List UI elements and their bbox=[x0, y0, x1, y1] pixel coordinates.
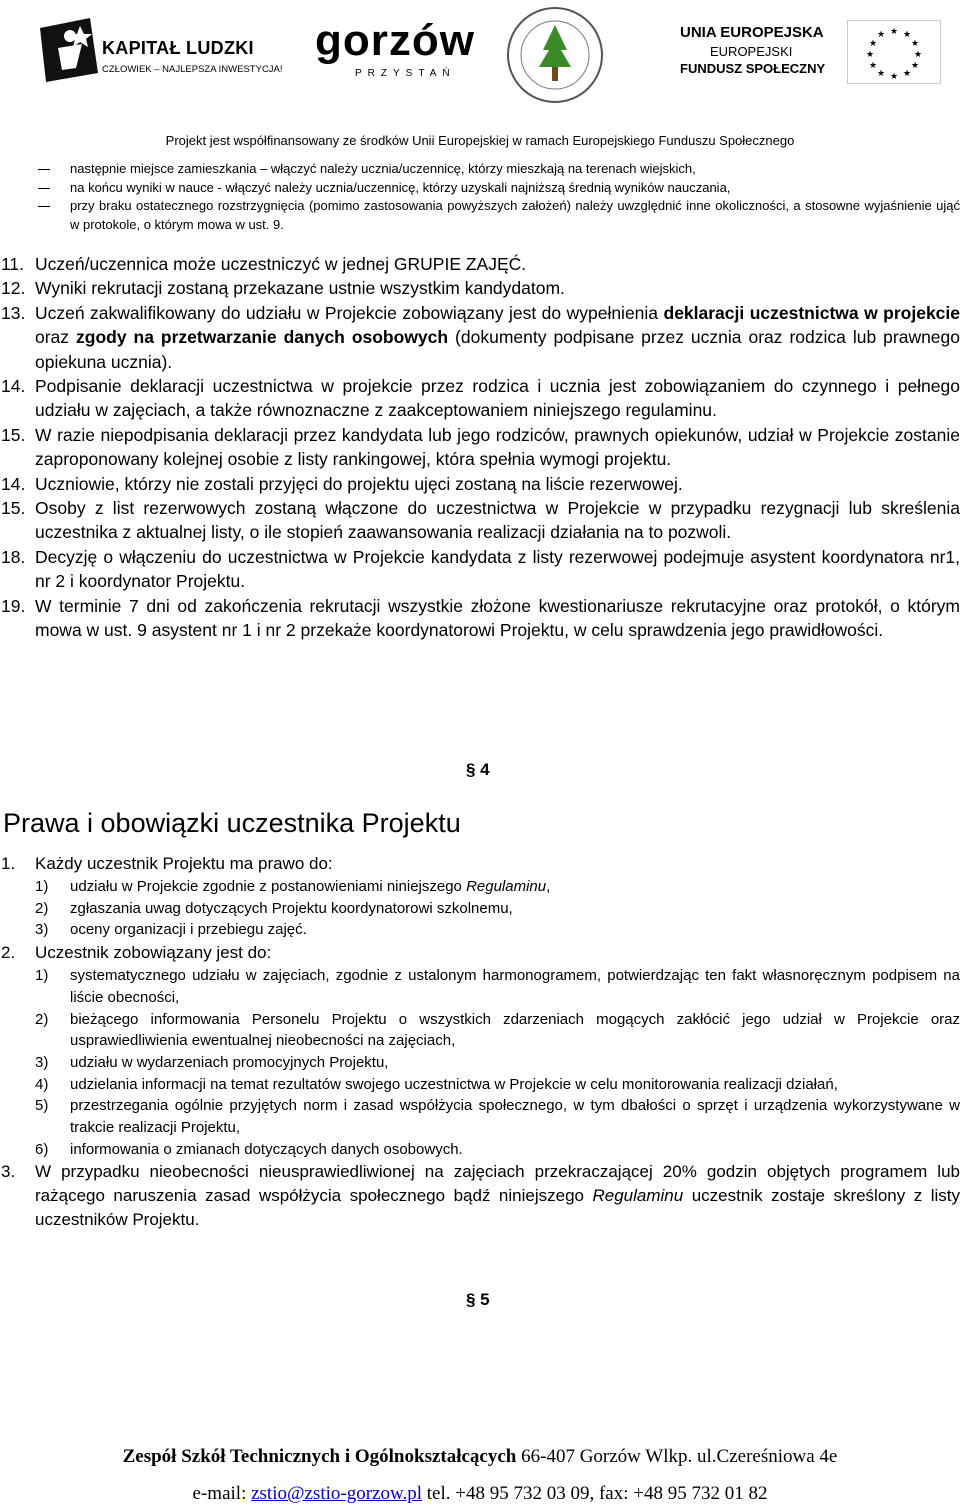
svg-text:★: ★ bbox=[869, 61, 878, 71]
eu-line2: EUROPEJSKI bbox=[710, 44, 793, 59]
rights-obligations bbox=[0, 852, 960, 1232]
svg-text:★: ★ bbox=[914, 50, 923, 60]
svg-text:★: ★ bbox=[903, 30, 912, 40]
list-item bbox=[0, 898, 960, 920]
subitem-text: przestrzegania ogólnie przyjętych norm i zasad współżycia społecznego, w tym dbałości o sprzęt i urządzenia wykorzystywane w trakcie realizacji Projektu, bbox=[70, 1097, 960, 1137]
item-text: (dokumenty podpisane przez ucznia oraz rodzica lub prawnego opiekuna ucznia). bbox=[35, 327, 960, 372]
footer-school-name: Zespół Szkół Technicznych i Ogólnokształcących bbox=[122, 1446, 517, 1467]
footer-email-label: e-mail: bbox=[192, 1483, 252, 1504]
list-item bbox=[0, 301, 960, 374]
gorzow-title: gorzów bbox=[315, 16, 475, 65]
item-text: Uczeń/uczennica może uczestniczyć w jednej GRUPIE ZAJĘĆ. bbox=[35, 254, 527, 274]
rights-sublist bbox=[0, 876, 960, 941]
list-item bbox=[0, 1052, 960, 1074]
footer-phone: tel. +48 95 732 03 09, fax: +48 95 732 01 82 bbox=[421, 1483, 768, 1504]
item-text: Uczniowie, którzy nie zostali przyjęci do projektu ujęci zostaną na liście rezerwowej. bbox=[35, 473, 683, 494]
item-number: 18. bbox=[1, 546, 26, 567]
list-item bbox=[0, 252, 960, 276]
subitem-text: udziału w wydarzeniach promocyjnych Projektu, bbox=[70, 1053, 389, 1071]
point-text: Każdy uczestnik Projektu ma prawo do: bbox=[35, 854, 333, 873]
eu-logo bbox=[680, 20, 950, 90]
criteria-dash-list bbox=[0, 160, 960, 197]
kapital-ludzki-subtitle: CZŁOWIEK – NAJLEPSZA INWESTYCJA! bbox=[102, 64, 283, 75]
svg-text:★: ★ bbox=[911, 39, 920, 49]
item-number: 12. bbox=[1, 278, 26, 299]
item-text: Uczeń zakwalifikowany do udziału w Projekcie zobowiązany jest do wypełnienia bbox=[35, 302, 664, 323]
subitem-number: 3) bbox=[35, 921, 49, 939]
item-text: Osoby z list rezerwowych zostaną włączone do uczestnictwa w Projekcie w przypadku rezygnacji lub skreślenia uczestnika z aktualnej listy, o ile stopień zaawansowania realizacji działania na to pozwoli. bbox=[35, 498, 960, 543]
school-seal-icon bbox=[505, 5, 605, 105]
subitem-number: 3) bbox=[35, 1053, 49, 1071]
item-number: 11. bbox=[1, 254, 25, 274]
footer-address-text: 66-407 Gorzów Wlkp. ul.Czereśniowa 4e bbox=[516, 1446, 838, 1467]
subitem-text: systematycznego udziału w zajęciach, zgodnie z ustalonym harmonogramem, potwierdzając ten fakt własnoręcznym podpisem na liście obecności, bbox=[70, 967, 960, 1006]
subitem-text: udziału w Projekcie zgodnie z postanowieniami niniejszego bbox=[70, 878, 467, 895]
item-number: 14. bbox=[1, 473, 26, 494]
subitem-number: 4) bbox=[35, 1075, 49, 1093]
item-text: oraz bbox=[35, 327, 77, 348]
dash-item-3-text: przy braku ostatecznego rozstrzygnięcia (pomimo zastosowania powyższych założeń) należy uwzględnić inne okoliczności, a stosowne wyjaśnienie ująć w protokole, o którym mowa w ust. 9. bbox=[70, 198, 960, 232]
list-item bbox=[0, 276, 960, 300]
svg-text:★: ★ bbox=[869, 39, 878, 49]
eu-line3: FUNDUSZ SPOŁECZNY bbox=[680, 61, 826, 76]
list-item bbox=[0, 472, 960, 496]
item-number: 13. bbox=[1, 302, 26, 323]
subitem-text: zgłaszania uwag dotyczących Projektu koordynatorowi szkolnemu, bbox=[70, 899, 513, 917]
dash-item bbox=[0, 160, 960, 179]
svg-text:★: ★ bbox=[911, 61, 920, 71]
list-item bbox=[0, 919, 960, 941]
point-text: uczestnik zostaje skreślony z listy uczestników Projektu. bbox=[35, 1186, 960, 1230]
dash-item-text: następnie miejsce zamieszkania – włączyć należy ucznia/uczennicę, którzy mieszkają na terenach wiejskich, bbox=[70, 161, 696, 176]
point-italic-text: Regulaminu bbox=[592, 1186, 684, 1206]
dash-item bbox=[0, 179, 960, 198]
item-bold-text: deklaracji uczestnictwa w projekcie bbox=[663, 302, 960, 323]
item-text: Podpisanie deklaracji uczestnictwa w projekcie przez rodzica i ucznia jest zobowiązaniem do czynnego i pełnego udziału w zajęciach, a także równoznaczne z zaakceptowaniem niniejszego regulaminu. bbox=[35, 376, 960, 421]
point-text: Uczestnik zobowiązany jest do: bbox=[35, 943, 272, 963]
section-5-heading: § 5 bbox=[466, 1290, 490, 1309]
recruitment-rules-list bbox=[0, 252, 960, 643]
rights-point-1 bbox=[0, 852, 960, 876]
subitem-text: bieżącego informowania Personelu Projektu o wszystkich zdarzeniach mogących zakłócić jego udział w Projekcie oraz usprawiedliwienia ewentualnej nieobecności na zajęciach, bbox=[70, 1010, 960, 1050]
list-item bbox=[0, 423, 960, 472]
dash-bullet-icon bbox=[38, 188, 50, 189]
subitem-text: , bbox=[546, 878, 551, 895]
subitem-number: 2) bbox=[35, 1010, 49, 1028]
subitem-number: 6) bbox=[35, 1140, 49, 1158]
rights-point-2 bbox=[0, 941, 960, 965]
dash-item-text: na końcu wyniki w nauce - włączyć należy ucznia/uczennicę, którzy uzyskali najniższą średnią wyników nauczania, bbox=[70, 179, 731, 195]
list-item bbox=[0, 545, 960, 594]
list-item bbox=[0, 496, 960, 545]
svg-text:★: ★ bbox=[866, 50, 875, 60]
kapital-ludzki-title: KAPITAŁ LUDZKI bbox=[102, 38, 254, 58]
list-item bbox=[0, 374, 960, 423]
item-text: W razie niepodpisania deklaracji przez kandydata lub jego rodziców, prawnych opiekunów, udział w Projekcie zostanie zaproponowany kolejnej osobie z listy rankingowej, która spełnia wymogi projektu. bbox=[35, 424, 960, 470]
subitem-number: 2) bbox=[35, 899, 49, 917]
eu-line1: UNIA EUROPEJSKA bbox=[680, 24, 824, 41]
item-number: 15. bbox=[1, 498, 26, 519]
section-title: Prawa i obowiązki uczestnika Projektu bbox=[3, 808, 461, 838]
footer-address bbox=[0, 1446, 960, 1468]
kapital-ludzki-logo bbox=[40, 18, 290, 82]
subitem-text: informowania o zmianach dotyczących danych osobowych. bbox=[70, 1140, 463, 1158]
list-item bbox=[0, 965, 960, 1008]
logo-strip bbox=[0, 0, 960, 128]
svg-text:★: ★ bbox=[890, 27, 899, 37]
list-item bbox=[0, 1074, 960, 1096]
subitem-number: 1) bbox=[35, 967, 49, 985]
dash-bullet-icon bbox=[38, 169, 50, 170]
item-bold-text: zgody na przetwarzanie danych osobowych bbox=[76, 327, 449, 348]
list-item bbox=[0, 876, 960, 898]
subitem-number: 5) bbox=[35, 1097, 49, 1115]
obligations-sublist bbox=[0, 965, 960, 1160]
item-text: Decyzję o włączeniu do uczestnictwa w Projekcie kandydata z listy rezerwowej podejmuje asystent koordynatora nr1, nr 2 i koordynator Projektu. bbox=[35, 546, 960, 592]
list-item bbox=[0, 1095, 960, 1138]
item-number: 19. bbox=[1, 595, 26, 616]
dash-item-3-block bbox=[0, 197, 960, 234]
footer-email-link[interactable]: zstio@zstio-gorzow.pl bbox=[251, 1483, 422, 1504]
subitem-text: udzielania informacji na temat rezultatów swojego uczestnictwa w Projekcie w celu monitorowania realizacji działań, bbox=[70, 1075, 838, 1093]
svg-text:★: ★ bbox=[877, 30, 886, 40]
item-number: 15. bbox=[1, 424, 26, 445]
point-text: W przypadku nieobecności nieusprawiedliwionej na zajęciach przekraczającej 20% godzin objętych programem lub rażącego naruszenia zasad współżycia społecznego bądź niniejszego bbox=[35, 1162, 960, 1206]
item-text: W terminie 7 dni od zakończenia rekrutacji wszystkie złożone kwestionariusze rekrutacyjne oraz protokół, o którym mowa w ust. 9 asystent nr 1 i nr 2 przekaże koordynatorowi Projektu, w celu sprawdzenia jego prawidłowości. bbox=[35, 595, 960, 641]
point-number: 3. bbox=[1, 1162, 16, 1182]
list-item bbox=[0, 594, 960, 643]
section-4-heading: § 4 bbox=[466, 760, 490, 779]
svg-text:★: ★ bbox=[877, 69, 886, 79]
item-text: Wyniki rekrutacji zostaną przekazane ustnie wszystkim kandydatom. bbox=[35, 278, 565, 299]
svg-text:★: ★ bbox=[903, 69, 912, 79]
funding-note: Projekt jest współfinansowany ze środków Unii Europejskiej w ramach Europejskiego Funduszu Społecznego bbox=[165, 133, 795, 148]
svg-text:★: ★ bbox=[890, 72, 899, 82]
footer-contact bbox=[0, 1483, 960, 1505]
dash-item-text bbox=[0, 197, 960, 234]
list-item bbox=[0, 1139, 960, 1161]
point-number: 2. bbox=[1, 943, 16, 963]
point-number: 1. bbox=[1, 854, 16, 873]
subitem-italic-text: Regulaminu bbox=[466, 878, 547, 895]
item-number: 14. bbox=[1, 376, 26, 397]
eu-flag-icon bbox=[847, 20, 941, 84]
subitem-number: 1) bbox=[35, 878, 49, 895]
rights-point-3 bbox=[0, 1160, 960, 1232]
list-item bbox=[0, 1009, 960, 1052]
gorzow-subtitle: PRZYSTAŃ bbox=[355, 68, 456, 79]
gorzow-logo bbox=[315, 16, 495, 80]
subitem-text: oceny organizacji i przebiegu zajęć. bbox=[70, 921, 307, 939]
kapital-ludzki-emblem-icon bbox=[40, 18, 98, 82]
